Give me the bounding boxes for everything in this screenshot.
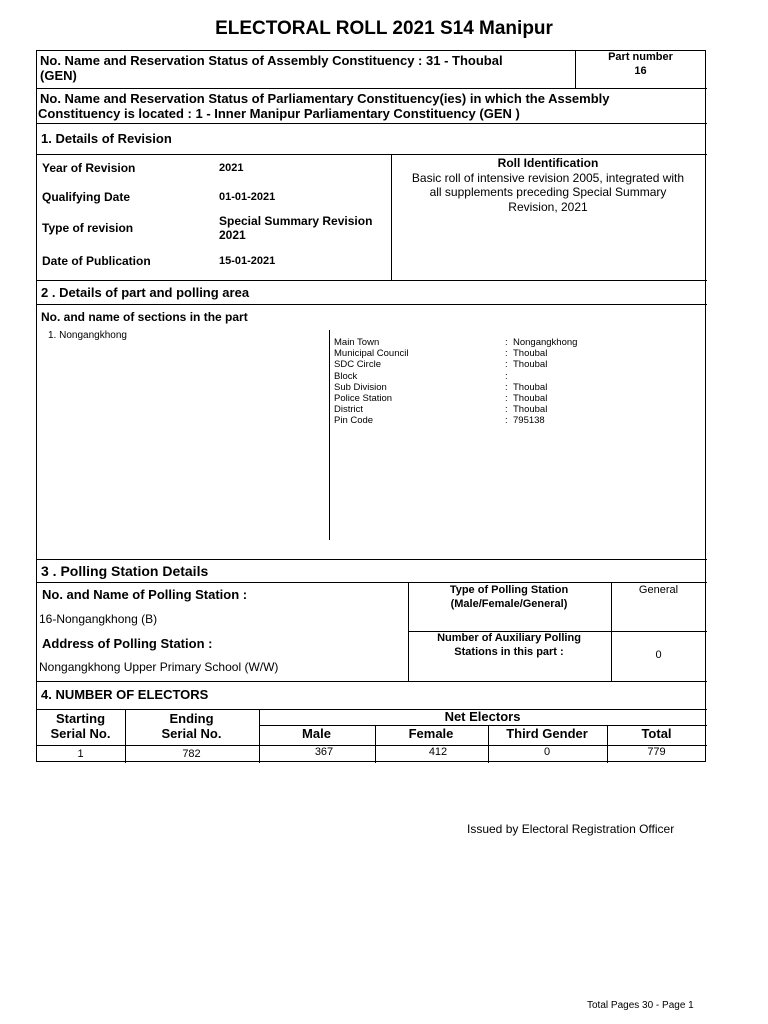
detail-label: Block <box>334 370 358 382</box>
roll-identification-line: all supplements preceding Special Summary <box>429 185 667 199</box>
revision-type-value <box>219 214 372 242</box>
total-value: 779 <box>647 746 666 758</box>
detail-colon: : <box>505 404 508 416</box>
divider <box>37 582 707 583</box>
detail-label: Main Town <box>334 337 380 348</box>
revision-label-type: Type of revision <box>42 221 134 235</box>
starting-serial-line-2: Serial No. <box>50 726 111 741</box>
issued-by: Issued by Electoral Registration Officer <box>467 822 675 836</box>
station-type-label <box>408 584 610 611</box>
divider <box>37 123 707 124</box>
detail-value: Nongangkhong <box>513 337 578 348</box>
divider <box>329 330 330 540</box>
revision-label-publication: Date of Publication <box>42 254 151 268</box>
ending-serial-line-2: Serial No. <box>161 726 222 741</box>
detail-colon: : <box>505 337 508 348</box>
revision-label-year: Year of Revision <box>42 161 136 175</box>
detail-colon: : <box>505 348 508 360</box>
revision-qualifying-value: 01-01-2021 <box>219 191 276 203</box>
roll-identification <box>391 156 705 214</box>
ending-serial-line-1: Ending <box>169 711 214 726</box>
detail-value: Thoubal <box>513 404 548 416</box>
third-gender-header: Third Gender <box>506 726 588 741</box>
divider <box>37 559 707 560</box>
detail-value: Thoubal <box>513 393 548 404</box>
station-address-label: Address of Polling Station : <box>42 636 213 651</box>
revision-type-line-2: 2021 <box>219 228 246 242</box>
female-value: 412 <box>428 746 448 758</box>
revision-publication-value: 15-01-2021 <box>219 255 276 267</box>
station-name-value: 16-Nongangkhong (B) <box>39 612 158 626</box>
station-name-label: No. and Name of Polling Station : <box>42 587 248 602</box>
assembly-constituency <box>40 53 503 83</box>
area-detail-colons <box>505 337 508 427</box>
auxiliary-line-1: Number of Auxiliary Polling <box>437 632 581 644</box>
starting-serial-value: 1 <box>77 748 84 760</box>
male-header: Male <box>302 726 331 741</box>
page-info: Total Pages 30 - Page 1 <box>587 1000 694 1011</box>
assembly-line-1: No. Name and Reservation Status of Assembly Constituency : 31 - Thoubal <box>40 53 503 68</box>
divider <box>37 304 707 305</box>
roll-identification-line: Basic roll of intensive revision 2005, integrated with <box>411 170 685 185</box>
third-gender-value: 0 <box>543 746 551 758</box>
revision-type-line-1: Special Summary Revision <box>219 214 373 228</box>
detail-value: Thoubal <box>513 381 548 393</box>
station-type-line-1: Type of Polling Station <box>449 584 569 596</box>
detail-colon: : <box>505 370 508 382</box>
section-list-item: 1. Nongangkhong <box>48 330 127 341</box>
polling-station-section-title: 3 . Polling Station Details <box>41 563 209 579</box>
parliamentary-line-1: No. Name and Reservation Status of Parliamentary Constituency(ies) in which the Assembly <box>40 91 610 106</box>
station-address-value: Nongangkhong Upper Primary School (W/W) <box>39 660 279 674</box>
auxiliary-line-2: Stations in this part : <box>454 645 564 658</box>
detail-colon: : <box>505 415 508 427</box>
ending-serial-header <box>125 711 258 741</box>
sections-title: No. and name of sections in the part <box>41 310 248 324</box>
detail-value: Thoubal <box>513 359 548 371</box>
parliamentary-constituency <box>40 91 610 121</box>
divider <box>37 154 707 155</box>
station-type-line-2: (Male/Female/General) <box>450 597 568 610</box>
detail-value: Thoubal <box>513 348 548 360</box>
area-detail-labels <box>334 337 408 427</box>
starting-serial-header <box>37 711 124 741</box>
parliamentary-line-2: Constituency is located : 1 - Inner Manipur Parliamentary Constituency (GEN ) <box>38 106 520 121</box>
revision-label-qualifying: Qualifying Date <box>42 190 131 204</box>
page-title: ELECTORAL ROLL 2021 S14 Manipur <box>215 18 553 39</box>
starting-serial-line-1: Starting <box>55 711 106 726</box>
station-type-value: General <box>638 584 679 596</box>
divider <box>37 88 707 89</box>
roll-identification-line: Revision, 2021 <box>508 199 588 214</box>
detail-value <box>513 371 577 382</box>
part-number-label: Part number <box>608 51 673 63</box>
detail-label: SDC Circle <box>334 359 381 371</box>
total-header: Total <box>641 726 672 741</box>
ending-serial-value: 782 <box>182 748 201 760</box>
detail-label: Municipal Council <box>334 348 409 360</box>
revision-year-value: 2021 <box>219 162 244 174</box>
detail-colon: : <box>505 393 508 405</box>
part-number <box>575 50 706 78</box>
area-detail-values <box>513 337 577 427</box>
auxiliary-stations-label <box>408 632 610 659</box>
male-value: 367 <box>314 746 334 758</box>
female-header: Female <box>408 726 454 741</box>
detail-colon: : <box>505 381 508 393</box>
polling-area-section-title: 2 . Details of part and polling area <box>41 285 250 300</box>
roll-identification-title: Roll Identification <box>497 156 599 170</box>
divider <box>611 582 612 681</box>
detail-value: 795138 <box>513 415 545 427</box>
detail-label: Police Station <box>334 393 393 405</box>
electors-section-title: 4. NUMBER OF ELECTORS <box>41 687 209 702</box>
assembly-line-2: (GEN) <box>40 68 77 83</box>
net-electors-header: Net Electors <box>444 709 521 724</box>
detail-label: Sub Division <box>334 381 387 393</box>
detail-label: District <box>334 404 364 416</box>
detail-label: Pin Code <box>334 415 374 427</box>
detail-colon: : <box>505 359 508 371</box>
part-number-value: 16 <box>634 65 647 77</box>
auxiliary-stations-value: 0 <box>655 649 662 661</box>
revision-section-title: 1. Details of Revision <box>41 131 172 146</box>
divider <box>37 280 707 281</box>
divider <box>37 681 707 682</box>
